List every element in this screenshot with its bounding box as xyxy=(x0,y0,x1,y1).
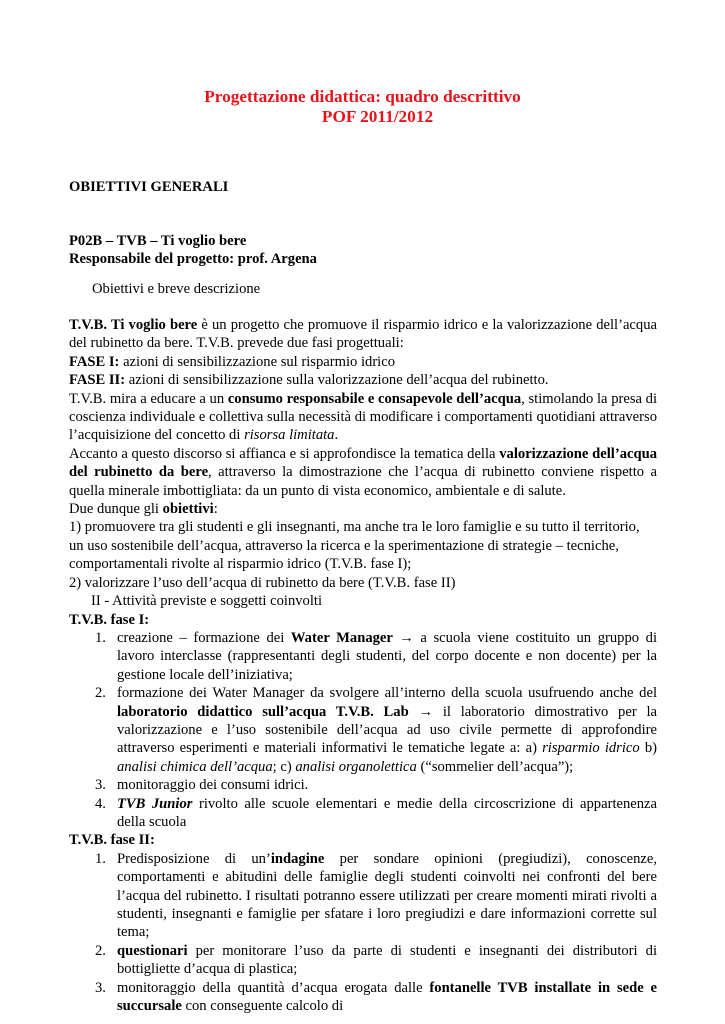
intro-paragraph: T.V.B. Ti voglio bere è un progetto che promuove il risparmio idrico e la valorizzazione dell’acqua del rubinetto da bere. T.V.B. prevede due fasi progettuali: xyxy=(69,317,657,352)
document-subtitle: POF 2011/2012 xyxy=(321,107,434,126)
list-item: 1. creazione – formazione dei Water Manager → a scuola viene costituito un gruppo di lavoro interclasse (rappresentanti degli studenti, del corpo docente e non docente) per la gestione locale dell’iniziativa; xyxy=(95,629,658,683)
project-header xyxy=(69,232,657,269)
fase2-list xyxy=(69,850,657,1016)
objectives-intro: Due dunque gli obiettivi: xyxy=(69,501,218,518)
section-heading: OBIETTIVI GENERALI xyxy=(69,179,229,195)
valorization-paragraph: Accanto a questo discorso si affianca e si approfondisce la tematica della valorizzazione dell’acqua del rubinetto da bere, attraverso la dimostrazione che l’acqua di rubinetto conviene rispetto a quella minerale imbottigliata: da un punto di vista economico, ambientale e di salute. xyxy=(69,445,657,499)
list-item: 4. TVB Junior rivolto alle scuole elementari e medie della circoscrizione di appartenenza della scuola xyxy=(95,795,657,830)
objective-1-line1: 1) promuovere tra gli studenti e gli insegnanti, ma anche tra le loro famiglie e su tutto il territorio, xyxy=(69,519,640,536)
list-item: 3. monitoraggio dei consumi idrici. xyxy=(95,777,309,794)
fase1-heading: T.V.B. fase I: xyxy=(69,611,150,628)
list-item: 1. Predisposizione di un’indagine per sondare opinioni (pregiudizi), conoscenze, comportamenti e abitudini delle famiglie degli studenti coinvolti nei confronti del bere l’acqua del rubinetto. I risultati potranno essere utilizzati per creare momenti mirati rivolti a studenti, insegnanti e famiglie per sfatare i loro pregiudizi e dare informazioni corrette sul tema; xyxy=(95,850,657,941)
education-paragraph: T.V.B. mira a educare a un consumo responsabile e consapevole dell’acqua, stimolando la presa di coscienza individuale e collettiva sulla necessità di modificare i comportamenti quotidiani attraverso l’acquisizione del concetto di risorsa limitata. xyxy=(69,390,658,444)
document-title: Progettazione didattica: quadro descrittivo xyxy=(204,87,521,106)
project-manager: Responsabile del progetto: prof. Argena xyxy=(69,251,317,268)
fase2-heading: T.V.B. fase II: xyxy=(69,832,155,849)
objectives-subtitle: Obiettivi e breve descrizione xyxy=(92,281,261,297)
list-item: 2. formazione dei Water Manager da svolgere all’interno della scuola usufruendo anche del laboratorio didattico sull’acqua T.V.B. Lab → il laboratorio dimostrativo per la valorizzazione e l’uso sostenibile dell’acqua ad uso civile permette di approfondire attraverso esperimenti e materiali informativi le tematiche legate a: a) risparmio idrico b) analisi chimica dell’acqua; c) analisi organolettica (“sommelier dell’acqua”); xyxy=(95,685,657,775)
list-item: 2. questionari per monitorare l’uso da parte di studenti e insegnanti dei distributori di bottigliette d’acqua di plastica; xyxy=(95,942,657,978)
intro-text xyxy=(69,316,657,1015)
fase1-summary: FASE I: azioni di sensibilizzazione sul risparmio idrico xyxy=(69,353,396,370)
fase1-list xyxy=(69,629,657,831)
objective-2: 2) valorizzare l’uso dell’acqua di rubinetto da bere (T.V.B. fase II) xyxy=(69,574,456,591)
fase2-summary: FASE II: azioni di sensibilizzazione sulla valorizzazione dell’acqua del rubinetto. xyxy=(69,372,549,389)
activities-heading: II - Attività previste e soggetti coinvolti xyxy=(91,593,323,610)
objective-1-line2: un uso sostenibile dell’acqua, attraverso la ricerca e la sperimentazione di strategie – tecniche, xyxy=(69,537,619,554)
project-code: P02B – TVB – Ti voglio bere xyxy=(69,233,247,249)
objective-1-line3: comportamentali rivolte al risparmio idrico (T.V.B. fase I); xyxy=(69,556,412,573)
list-item: 3. monitoraggio della quantità d’acqua erogata dalle fontanelle TVB installate in sede e succursale con conseguente calcolo di xyxy=(95,979,657,1015)
